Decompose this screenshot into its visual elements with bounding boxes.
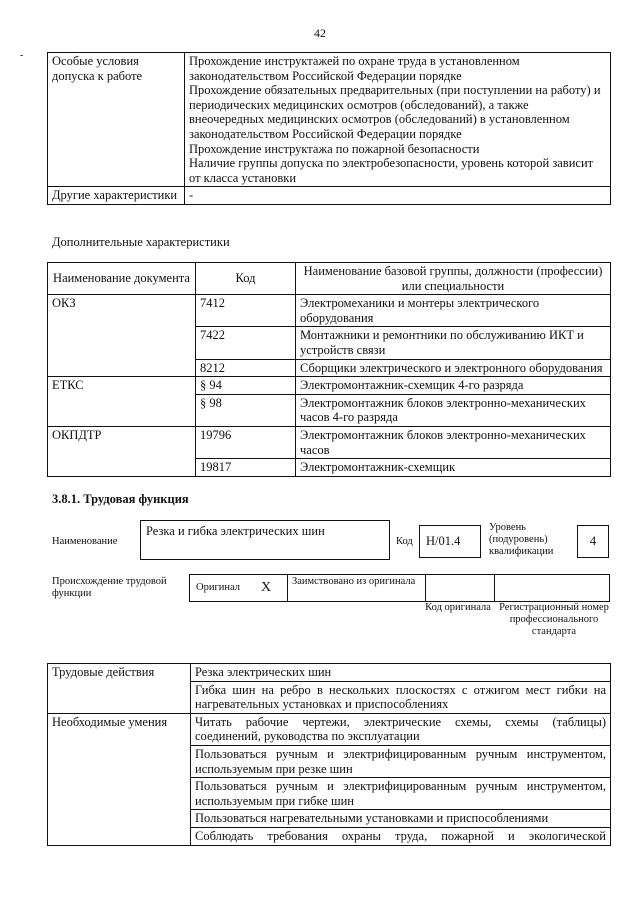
action-item: Резка электрических шин bbox=[191, 664, 611, 682]
page-number: 42 bbox=[314, 26, 326, 40]
doc-etks: ЕТКС bbox=[48, 377, 196, 427]
origin-row bbox=[189, 574, 610, 602]
header-code: Код bbox=[196, 263, 296, 295]
skill-item: Соблюдать требования охраны труда, пожарной и экологической bbox=[191, 827, 611, 845]
condition-line: Прохождение инструктажа по пожарной безопасности bbox=[189, 141, 480, 156]
code-cell: 7412 bbox=[196, 295, 296, 327]
name-cell: Монтажники и ремонтники по обслуживанию ИКТ и устройств связи bbox=[296, 327, 611, 359]
table-row bbox=[48, 295, 611, 327]
conditions-value bbox=[185, 53, 611, 187]
name-cell: Электромонтажник блоков электронно-механических часов bbox=[296, 426, 611, 458]
name-cell: Электромонтажник-схемщик bbox=[296, 459, 611, 477]
skills-label: Необходимые умения bbox=[48, 713, 191, 845]
level-box bbox=[577, 525, 609, 558]
code-cell: 8212 bbox=[196, 359, 296, 377]
table-row bbox=[48, 187, 611, 205]
code-cell: § 98 bbox=[196, 394, 296, 426]
skill-item: Пользоваться ручным и электрифицированным ручным инструментом, используемым при резке шин bbox=[191, 745, 611, 777]
reg-number-label: Регистрационный номер профессионального стандарта bbox=[499, 602, 609, 637]
name-cell: Электромонтажник-схемщик 4-го разряда bbox=[296, 377, 611, 395]
skill-item: Пользоваться ручным и электрифицированным ручным инструментом, используемым при гибке шин bbox=[191, 778, 611, 810]
code-cell: 19796 bbox=[196, 426, 296, 458]
function-code-box bbox=[419, 525, 481, 558]
doc-okpdtr: ОКПДТР bbox=[48, 426, 196, 476]
name-cell: Сборщики электрического и электронного оборудования bbox=[296, 359, 611, 377]
cell-divider bbox=[425, 575, 426, 601]
other-value: - bbox=[185, 187, 611, 205]
cell-divider bbox=[494, 575, 495, 601]
margin-mark: - bbox=[20, 50, 24, 61]
header-name: Наименование базовой группы, должности (профессии) или специальности bbox=[296, 263, 611, 295]
origin-label: Происхождение трудовой функции bbox=[52, 576, 167, 599]
level-label: Уровень (подуровень) квалификации bbox=[489, 522, 554, 557]
condition-line: Прохождение обязательных предварительных (при поступлении на работу) и периодических медицинских осмотров (обследований), а также внеочередных медицинских осмотров (обследований) в установленном законодательством Российской Федерации порядке bbox=[189, 83, 601, 141]
actions-label: Трудовые действия bbox=[48, 664, 191, 714]
actions-table bbox=[47, 663, 611, 846]
table-row bbox=[48, 377, 611, 395]
condition-line: Наличие группы допуска по электробезопасности, уровень которой зависит от класса установки bbox=[189, 156, 594, 185]
table-row bbox=[48, 53, 611, 187]
code-cell: 7422 bbox=[196, 327, 296, 359]
function-name-box bbox=[140, 520, 390, 560]
original-label: Оригинал bbox=[196, 582, 240, 593]
conditions-table bbox=[47, 52, 611, 205]
additional-table bbox=[47, 262, 611, 477]
doc-okz: ОКЗ bbox=[48, 295, 196, 377]
name-cell: Электромонтажник блоков электронно-механических часов 4-го разряда bbox=[296, 394, 611, 426]
table-row bbox=[48, 713, 611, 745]
condition-line: Прохождение инструктажей по охране труда в установленном законодательством Российской Федерации порядке bbox=[189, 54, 520, 83]
function-name-value: Резка и гибка электрических шин bbox=[146, 524, 325, 538]
borrowed-label: Заимствовано из оригинала bbox=[292, 576, 416, 587]
skill-item: Пользоваться нагревательными установками и приспособлениями bbox=[191, 810, 611, 828]
action-item: Гибка шин на ребро в нескольких плоскостях с отжигом мест гибки на нагревательных установках и приспособлениях bbox=[191, 681, 611, 713]
other-label: Другие характеристики bbox=[48, 187, 185, 205]
code-label: Код bbox=[396, 536, 413, 547]
table-row bbox=[48, 426, 611, 458]
header-row bbox=[48, 263, 611, 295]
level-value: 4 bbox=[589, 534, 597, 548]
original-mark: X bbox=[261, 580, 272, 595]
name-cell: Электромеханики и монтеры электрического оборудования bbox=[296, 295, 611, 327]
additional-heading: Дополнительные характеристики bbox=[52, 235, 230, 249]
code-cell: 19817 bbox=[196, 459, 296, 477]
conditions-label: Особые условия допуска к работе bbox=[48, 53, 185, 187]
section-title: 3.8.1. Трудовая функция bbox=[52, 492, 189, 506]
table-row bbox=[48, 664, 611, 682]
skill-item: Читать рабочие чертежи, электрические схемы, схемы (таблицы) соединений, руководства по эксплуатации bbox=[191, 713, 611, 745]
code-original-label: Код оригинала bbox=[425, 602, 491, 613]
cell-divider bbox=[287, 575, 288, 601]
code-cell: § 94 bbox=[196, 377, 296, 395]
name-label: Наименование bbox=[52, 536, 118, 547]
function-code-value: Н/01.4 bbox=[426, 534, 461, 548]
header-doc: Наименование документа bbox=[48, 263, 196, 295]
